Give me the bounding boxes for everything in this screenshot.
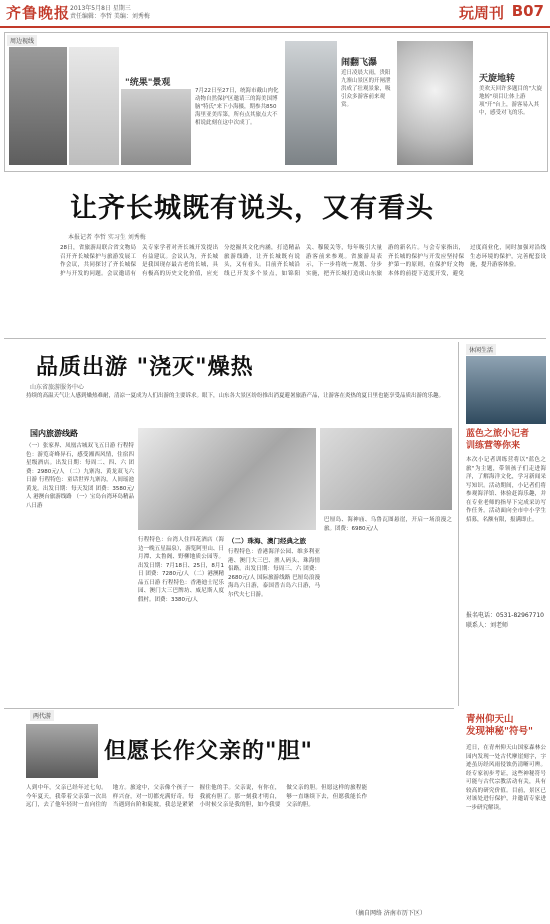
section2-byline: 山东省旅游服务中心: [30, 384, 85, 391]
zhuhai-heading: （二）珠海、澳门经典之旅: [228, 537, 306, 545]
photo-band-tag: 周边视线: [7, 35, 37, 46]
photo2-text: 近日凌晨大雨，贵阳九寨山景区的开闸泄洪成了壮观景象，吸引众多游客前来观赏。: [341, 70, 391, 108]
photo3-text: 美欢天回许多题目的"大旋地转"项目让体上游项"开"台上，游客易入其中，感受对飞的乐。: [479, 86, 543, 116]
main-body: 28日，省旅游局联合省文物局召开齐长城保护与旅游发展工作会议，共同探讨了齐长城保护与开发的问题。会议邀请有关专家学者对齐长城开发提出有益建议。会议认为，齐长城是我国现存最古老的长城，具有极高的历史文化价值，应充分挖掘其文化内涵，打造精品旅游线路，让齐长城既有说头，又有看头。目前齐长城沿线已开发多个景点，如锦阳关、穆陵关等，每年吸引大量游客前来参观。省旅游局表示，下一步将统一规划、分步实施，把齐长城打造成山东旅游的新名片。与会专家指出，齐长城的保护与开发应坚持保护第一的原则，在保护好文物本体的前提下适度开发，避免过度商业化，同时加强对沿线生态环境的保护，完善配套设施，提升游客体验。: [60, 245, 546, 277]
father-photo: [26, 724, 98, 778]
divider-2: [4, 708, 454, 709]
blue-trip-body: 本次小记者训练营将以"蓝色之旅"为主题，带领孩子们走进海洋，了解海洋文化，学习新闻采写知识。活动期间，小记者们将参观海洋馆、体验赶海乐趣，并在专业老师的指导下完成采访写作任务。活动面向全市中小学生招募，名额有限，报满即止。: [466, 457, 546, 523]
section3-headline: 但愿长作父亲的"胆": [104, 739, 313, 764]
newspaper-logo: 齐鲁晚报: [6, 4, 71, 22]
section2-lead: 持续的高温天气让人感到燥热难耐，清凉一夏成为人们出游的主要诉求。眼下，山东各大景区纷纷推出消夏避暑旅游产品，让游客在炎热的夏日里也能享受品质出游的乐趣。: [26, 393, 445, 399]
hotline-line: [466, 610, 544, 619]
contact-line: 联系人：刘老师: [466, 622, 509, 629]
hotline-number: 0531-82967710: [496, 612, 544, 619]
photo2-title: 闹翻飞瀑: [341, 58, 378, 68]
tree-photo: [121, 89, 191, 165]
photo1-text: 7月22日至27日，统海市戴山肉化动物自然保护区邀请三的海美国博脑"特氏"来下小海摄，期参共850海里亚美库第，所有点其旅点大不相说此刻在这中次成丁。: [195, 88, 279, 126]
editor-line: 责任编辑：李哲 美编：刘秀梅: [70, 13, 150, 20]
blue-trip-photo: [466, 356, 546, 424]
photo1-title: "统果"景观: [125, 78, 171, 88]
water-fun-photo-1: [138, 428, 316, 530]
section2-headline: 品质出游 "浇灭"燥热: [36, 355, 254, 380]
waterfall-photo: [285, 41, 337, 165]
date-line: 2013年5月8日 星期三: [70, 5, 131, 12]
masthead: [0, 0, 550, 28]
photo3-title: 天旋地转: [479, 74, 516, 84]
photo-band: [4, 32, 548, 172]
blue-trip-title: 蓝色之旅小记者 训练营等你来: [466, 429, 530, 451]
divider: [4, 338, 546, 339]
international-body: 巴厘岛、海神庙、乌鲁瓦图悬崖，开启一场浪漫之旅。团费：6980元/人: [324, 517, 452, 532]
domestic-body: （一）张家界、凤凰古城双飞五日游 行程特色：游览奇峰异石，感受湘西风情，住宿四星级酒店。出发日期：每周二、四、六 团费：2980元/人 （二）九寨沟、黄龙双飞六日游 行程特色：童话世界九寨沟，人间瑶池黄龙。出发日期：每天发团 团费：3580元/人 港澳台旅游线路 （一）宝岛台湾环岛精品八日游: [26, 443, 134, 509]
domestic-heading: 国内旅游线路: [30, 429, 78, 438]
qingzhou-body: 近日，在青州仰天山国家森林公园内发现一处古代摩崖刻字，字迹虽历经风雨侵蚀仍清晰可辨。经专家初步考证，这些神秘符号可能与古代宗教活动有关，具有较高的研究价值。目前，景区已对该处进行保护，并邀请专家进一步研究解读。: [466, 745, 546, 811]
section3-signature: （摘自网络 济南市历下区）: [352, 910, 426, 917]
column-divider: [458, 342, 459, 706]
right-column-tag: 休闲生活: [466, 344, 496, 355]
main-headline: 让齐长城既有说头，又有看头: [70, 193, 434, 224]
masthead-meta: [70, 5, 150, 21]
zorb-photo: [397, 41, 473, 165]
sea-lion-photo: [9, 47, 67, 165]
taiwan-route-body: 行程特色：台湾人住四花酒店（海边一晚五星温泉），游览阿里山、日月潭、太鲁阁、野柳地质公园等。出发日期：7月18日、25日，8月1日 团费：7280元/人 （二）港澳精品五日游 行程特色：香港迪士尼乐园、澳门大三巴牌坊、威尼斯人度假村。团费：3380元/人: [138, 537, 224, 603]
qingzhou-title: 青州仰天山 发现神秘"符号": [466, 714, 533, 737]
zhuhai-body: 行程特色：香港海洋公园、维多利亚港、澳门大三巴、渔人码头、珠海情侣路。出发日期：每周三、六 团费：2680元/人 国际旅游线路 巴厘岛浪漫海岛六日游，泰国普吉岛六日游，马尔代夫七日游。: [228, 549, 320, 598]
section3-tag: 两代游: [30, 710, 54, 721]
section-title: 玩周刊: [458, 4, 504, 22]
main-byline: 本报记者 李哲 实习生 刘秀梅: [68, 234, 146, 241]
page-number: B07: [511, 2, 544, 20]
hotline-label: 报名电话：: [466, 612, 497, 619]
water-fun-photo-2: [320, 428, 452, 510]
park-photo: [69, 47, 119, 165]
section3-body: 人到中年，父亲已经年过七旬。今年夏天，我带着父亲第一次出远门，去了他年轻时一直向往的地方。旅途中，父亲像个孩子一样兴奋，对一切都充满好奇。每当遇到台阶和陡坡，我总是紧紧握住他的手。父亲说，有你在，我就有胆了。那一刻我才明白，小时候父亲是我的胆，如今我要做父亲的胆。但愿这样的旅程能够一直继续下去，但愿我能长作父亲的胆。: [26, 785, 368, 808]
